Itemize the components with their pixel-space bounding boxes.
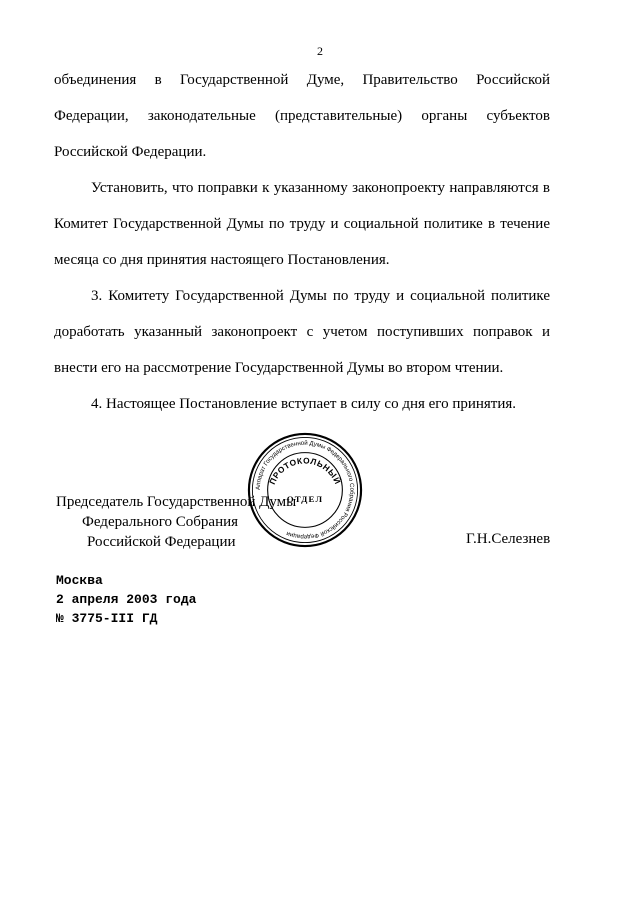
signatory-title (56, 492, 296, 552)
stamp-center-text: ОТДЕЛ (286, 493, 324, 504)
signatory-title-line-3: Российской Федерации (87, 534, 236, 550)
footer-city: Москва (56, 573, 103, 588)
document-body (54, 62, 550, 422)
footer-document-number: № 3775-III ГД (56, 611, 158, 626)
paragraph-amendments-deadline: Установить, что поправки к указанному законопроекту направляются в Комитет Государственной Думы по труду и социальной политике в течение месяца со дня принятия настоящего Постановления. (54, 180, 550, 268)
signatory-name: Г.Н.Селезнев (466, 531, 551, 547)
signatory-title-line-2: Федерального Собрания (82, 514, 239, 530)
stamp-inner-text: ПРОТОКОЛЬНЫЙ (266, 455, 344, 486)
paragraph-item-4: 4. Настоящее Постановление вступает в силу со дня его принятия. (91, 396, 517, 412)
paragraph-continuation: объединения в Государственной Думе, Правительство Российской Федерации, законодательные (представительные) органы субъектов Российской Федерации. (54, 72, 550, 160)
page-number: 2 (317, 44, 323, 58)
signatory-title-line-1: Председатель Государственной Думы (56, 494, 297, 510)
footer-date: 2 апреля 2003 года (56, 592, 197, 607)
document-footer (56, 571, 196, 628)
stamp-outer-text: Аппарат Государственной Думы Федерального Собрания Российской Федерации (254, 439, 356, 541)
paragraph-item-3: 3. Комитету Государственной Думы по труду и социальной политике доработать указанный законопроект с учетом поступивших поправок и внести его на рассмотрение Государственной Думы во втором чтении. (54, 288, 550, 376)
